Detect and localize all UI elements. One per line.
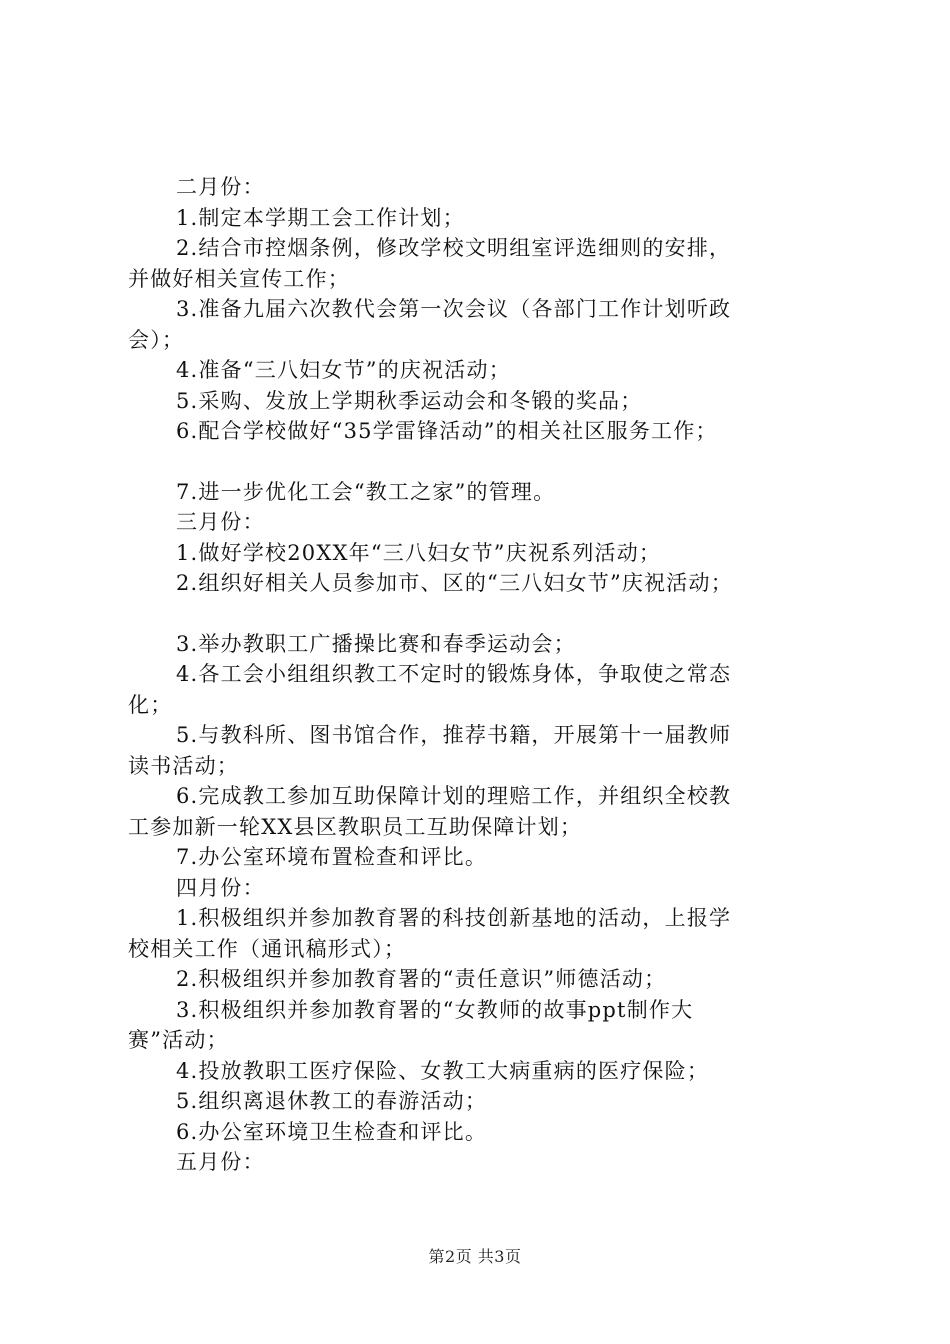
- list-item: 1.制定本学期工会工作计划；: [176, 205, 465, 230]
- list-item: 4.各工会小组组织教工不定时的锻炼身体，争取使之常态: [176, 662, 732, 686]
- list-item: 7.进一步优化工会“教工之家”的管理。: [176, 479, 556, 504]
- list-item-continuation: 读书活动；: [128, 753, 239, 778]
- list-item: 6.配合学校做好“35学雷锋活动”的相关社区服务工作；: [176, 419, 718, 443]
- list-item: 3.准备九届六次教代会第一次会议（各部门工作计划听政: [176, 297, 732, 321]
- paragraph-gap: [128, 447, 840, 477]
- list-item: 1.做好学校20XX年“三八妇女节”庆祝系列活动；: [176, 540, 662, 565]
- list-item: 7.办公室环境布置检查和评比。: [176, 845, 488, 869]
- list-item-continuation: 会）；: [128, 327, 185, 352]
- list-item: 3.举办教职工广播操比赛和春季运动会；: [176, 631, 576, 656]
- list-item-continuation: 赛”活动；: [128, 1028, 229, 1052]
- list-item: 5.组织离退休教工的春游活动；: [176, 1089, 488, 1113]
- list-item: 6.办公室环境卫生检查和评比。: [176, 1119, 488, 1144]
- section-heading-february: 二月份：: [176, 175, 265, 199]
- list-item: 2.组织好相关人员参加市、区的“三八妇女节”庆祝活动；: [176, 571, 733, 595]
- list-item: 2.积极组织并参加教育署的“责任意识”师德活动；: [176, 967, 667, 991]
- list-item: 4.准备“三八妇女节”的庆祝活动；: [176, 358, 511, 382]
- paragraph-gap: [128, 599, 840, 629]
- list-item-continuation: 化；: [128, 692, 173, 717]
- list-item: 5.与教科所、图书馆合作，推荐书籍，开展第十一届教师: [176, 723, 732, 747]
- list-item-continuation: 工参加新一轮XX县区教职员工互助保障计划；: [128, 814, 583, 839]
- list-item: 6.完成教工参加互助保障计划的理赔工作，并组织全校教: [176, 784, 732, 808]
- document-body: [128, 172, 840, 1178]
- list-item: 3.积极组织并参加教育署的“女教师的故事ppt制作大: [176, 997, 694, 1022]
- page-number-footer: 第2页 共3页: [428, 1247, 522, 1266]
- list-item: 5.采购、发放上学期秋季运动会和冬锻的奖品；: [176, 388, 643, 413]
- list-item: 4.投放教职工医疗保险、女教工大病重病的医疗保险；: [176, 1058, 710, 1083]
- section-heading-april: 四月份：: [176, 875, 265, 900]
- list-item-continuation: 校相关工作（通讯稿形式）；: [128, 936, 407, 961]
- section-heading-may: 五月份：: [176, 1150, 265, 1174]
- list-item: 2.结合市控烟条例，修改学校文明组室评选细则的安排，: [176, 236, 732, 260]
- list-item-continuation: 并做好相关宣传工作；: [128, 266, 350, 291]
- list-item: 1.积极组织并参加教育署的科技创新基地的活动，上报学: [176, 906, 732, 930]
- section-heading-march: 三月份：: [176, 510, 265, 534]
